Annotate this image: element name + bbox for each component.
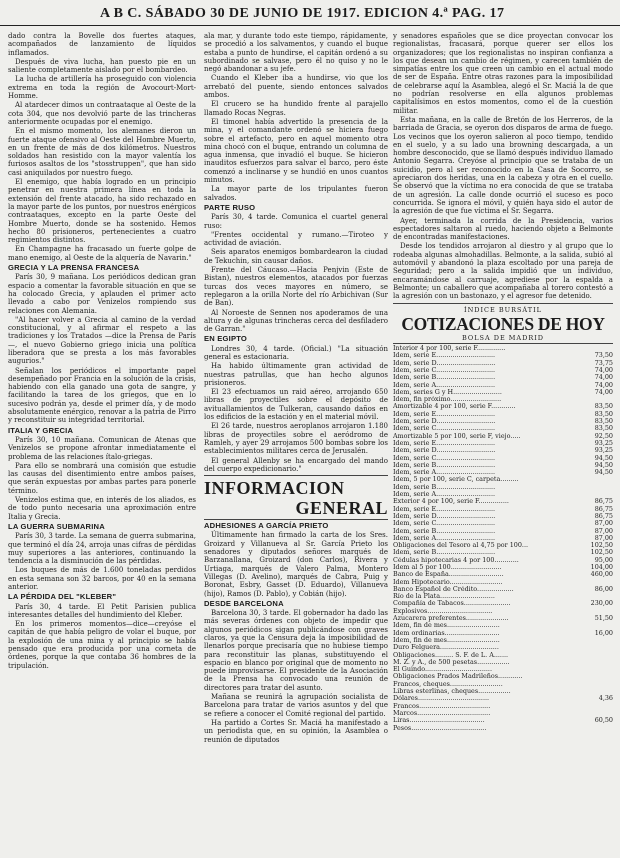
quote-name: Dólares................................... [393,695,490,703]
paragraph: El enemigo, que había logrado en un principio penetrar en nuestra primera línea en toda la extensión del frente atacado, ha sido rechazado en la mayor parte de los puntos, por nuestros enérgicos contraataques, excepto en la parte Oeste del Hombre Muerto, donde se ha sostenido. Hemos hecho 80 prisioneros, pertenecientes a cuatro regimientos distintos. [8,178,196,245]
quote-name: Exterior 4 por 100, serie F............... [393,498,509,506]
quote-value: 102,50 [590,548,613,557]
quote-name: Compañía de Tabacos....................... [393,600,511,608]
paragraph: Esta mañana, en la calle de Bretón de los Herreros, de la barriada de Gracia, se oyeron dos disparos de arma de fuego. Los vecinos que los oyeron salieron al poco tiempo, tendido en el suelo, y a su lado una browning descargada, a un hombre desconocido, que se llamó después individuo llamado Antonio Segarra. Creyóse al principio que se trataba de un suicidio, pero al ser reconocido en la Casa de Socorro, se apreciaron dos heridas, una en la cabeza y otra en el cuello. Se observó que la víctima no era conocida de que se trataba de un agresión. La calle donde ocurrió el suceso es poco concurrida. Se ignora el móvil, y quién haya sido el autor de la agresión de que fue víctima el Sr. Segarra. [393,115,613,216]
quote-name: Idem, serie C............................. [393,454,496,462]
section-banner-informacion: INFORMACION [204,478,345,499]
quote-value: 104,00 [590,563,613,571]
paragraph: Los buques de más de 1.600 toneladas perdidos en esta semana son 32 barcos, por 40 en la semana anterior. [8,566,196,591]
paragraph: París 30, 10 mañana. Comunican de Atenas que Venizelos se propone afrontar inmediatamente el problema de las relaciones ítalo-griegas. [8,435,196,461]
quote-row [393,520,613,527]
quote-row [393,506,613,513]
quote-value: 86,75 [594,497,613,506]
quote-value [583,703,613,710]
quote-row [393,688,613,695]
paragraph: La lucha de artillería ha proseguido con violencia extrema en toda la región de Avocourt-Mort-Homme. [8,75,196,101]
quote-row [393,418,613,425]
quote-row [393,513,613,520]
quote-value: 86,00 [594,584,613,593]
quote-name: Idem, fin de mes.......................... [393,622,500,630]
paragraph: Desde los tendidos arrojaron al diestro y al grupo que lo rodeaba algunas almohadillas. Belmonte, a la salida, subió al automóvil y abandonó la plaza escoltado por una pareja de Seguridad; pero a la salida impidió que un individuo, encaramándose al carruaje, agrediese por la espalda a Belmonte; un caballero que acompañaba al torero contestó a la agresión con un bastonazo, y el agresor fue detenido. [393,242,613,301]
quote-value: 86,75 [594,511,613,520]
quote-row [393,367,613,374]
paragraph: El crucero se ha hundido frente al parajello llamado Rocas Negras. [204,100,388,117]
quote-row [393,681,613,688]
quote-value: 87,00 [594,533,613,542]
paragraph: Ha habido últimamente gran actividad de nuestras patrullas, que han hecho algunos prisioneros. [204,362,388,387]
header-title: A B C. SÁBADO 30 DE JUNIO DE 1917. EDICION 4.ª PAG. 17 [100,6,505,21]
page-header [0,2,620,26]
quote-value: 83,50 [594,402,613,411]
quote-name: Amortizable 5 por 100, serie F, viejo..... [393,432,521,440]
quote-row [393,403,613,410]
quote-name: Banco Español de Crédito.................. [393,585,514,593]
quote-row [393,666,613,673]
quote-value: 94,50 [594,460,613,469]
quote-value [583,666,613,673]
quote-value: 83,50 [594,424,613,433]
quote-row [393,622,613,629]
quote-name: Idem, fin próximo......................... [393,396,502,404]
section-heading: GRECIA Y LA PRENSA FRANCESA [8,263,140,273]
quote-row [393,579,613,586]
quote-value: 73,75 [594,358,613,367]
quote-value: 92,50 [594,431,613,440]
paragraph: Londres 30, 4 tarde. (Oficial.) "La situación general es estacionaria. [204,344,388,361]
quote-value: 74,00 [594,387,613,396]
quote-row [393,491,613,498]
quote-row [393,586,613,593]
quote-row [393,484,613,491]
quote-name: Idem, serie D............................. [393,359,496,367]
quote-name: Idem, serie B............................. [393,374,496,382]
quote-row [393,389,613,396]
paragraph: Barcelona 30, 3 tarde. El gobernador ha dado las más severas órdenes con objeto de impedir que algunos periódicos sigan publicándose con graves claros, ya que la Censura deja la imposibilidad de llenarlos porque precisaría que no hubiese tiempo para reconstituir las planas, substituyendo el espacio en blanco por original que de momento no puede improvisarse. El presidente de la Asociación de la Prensa ha convocado una reunión de directores para tratar del asunto. [204,609,388,692]
quote-name: Idem, serie D............................. [393,447,496,455]
quotes-title: COTIZACIONES DE HOY [401,313,605,334]
quote-value: 94,50 [594,468,613,477]
quote-row [393,382,613,389]
quote-row [393,703,613,710]
paragraph: Cuando el Kleber iba a hundirse, vio que los arrebató del puente, siendo entonces salvados ambos. [204,74,388,100]
quote-name: Idem, serie D............................. [393,418,496,426]
paragraph: dado contra la Bovelle dos fuertes ataques, acompañados de lanzamiento de líquidos inflamados. [8,32,196,57]
quote-row [393,659,613,666]
quote-row [393,469,613,476]
quote-row [393,542,613,549]
section-heading: ADHESIONES A GARCÍA PRIETO [204,521,329,531]
quote-row [393,717,613,724]
quote-name: Idem, serie B............................. [393,527,496,535]
quote-row [393,360,613,367]
paragraph: El general Allenby se ha encargado del mando del cuerpo expedicionario." [204,456,388,473]
section-heading: LA GUERRA SUBMARINA [8,521,105,531]
quote-value: 83,50 [594,417,613,426]
quote-row [393,352,613,359]
quote-name: Idem, serie A............................. [393,534,496,542]
section-heading: DESDE BARCELONA [204,598,284,608]
quote-row [393,447,613,454]
quote-name: Idem, serie A............................. [393,381,496,389]
quote-name: Idem, serie C............................. [393,366,496,374]
paragraph: Señalan los periódicos el importante papel desempeñado por Francia en la solución de la crisis, habiendo con ella ganado una gota de sangre, y facilitando la tarea de los griegos, que en lo sucesivo podrán ya, desde el primer día, y de modo absolutamente enérgico, renovar a la patria de Pirro y reconstituir su integridad territorial. [8,366,196,425]
quote-name: Liras..................................... [393,717,485,725]
quote-name: Obligaciones......... S. F. de L. A....... [393,651,509,659]
quote-value: 94,50 [594,453,613,462]
quote-value: 87,00 [594,526,613,535]
quote-row [393,600,613,607]
quote-value: 4,36 [598,694,613,703]
quote-value: 102,50 [590,541,613,550]
paragraph: El 23 efectuamos un raid aéreo, arrojando 650 libras de proyectiles sobre el depósito de avituallamientos de Tulkeran, causando daños en los edificios de la estación y en el material móvil. [204,388,388,422]
quote-row [393,695,613,702]
paragraph: y senadores españoles que se dice proyectan convocar los regionalistas, fracasará, porque querer ser ellos los organizadores; que los regionalistas no inspiran confianza a los que desean un cambio de régimen, y carecen también de simpatías entre los que creen un cambio en el actual modo de ser de España. Entre otras razones para la imposibilidad de celebrarse aquí la Asamblea, alegó el Sr. Maciá la de que no podrían resolverse en ella algunos problemas capitalísimos en estos momentos, como el de la cuestión militar. [393,32,613,115]
quote-value [583,681,613,688]
quote-row [393,673,613,680]
quote-value [583,652,613,659]
quote-row [393,710,613,717]
quote-name: Idem al 5 por 100......................... [393,564,502,571]
quote-name: Idem, serie E............................. [393,439,496,447]
quote-row [393,557,613,564]
paragraph: Al atardecer dimos un contraataque al Oeste de la cota 304, que nos devolvió parte de las trincheras anteriormente ocupadas por el enemigo. [8,101,196,126]
quote-value: 74,00 [594,365,613,374]
quote-name: Banco de España........................... [393,571,504,579]
paragraph: Seis aparatos enemigos bombardearon la ciudad de Tekuchin, sin causar daños. [204,248,388,265]
paragraph: Después de viva lucha, han puesto pie en un saliente completamente aislado por el bombardeo. [8,57,196,75]
quote-row [393,411,613,418]
quote-name: Idem, serie B............................. [393,549,496,557]
section-heading: LA PÉRDIDA DEL "KLEBER" [8,592,117,602]
quote-name: Duro Felguera............................. [393,644,499,652]
quote-row [393,564,613,571]
quote-name: El Guindo................................. [393,666,492,674]
quote-name: Idem, serie B............................. [393,461,496,469]
paragraph: París 30, 3 tarde. La semana de guerra submarina, que terminó el día 24, arroja unas cifras de pérdidas muy superiores a las anteriores, continuando la tendencia a la disminución de las pérdidas. [8,532,196,566]
quote-name: Libras esterlinas, cheques................ [393,688,511,696]
quote-row [393,571,613,578]
quote-name: Idem ordinarias........................... [393,629,500,637]
quote-row [393,608,613,615]
quote-name: Obligaciones del Tesoro al 4,75 por 100... [393,542,529,550]
paragraph: París 30, 4 tarde. Comunica el cuartel general ruso: [204,213,388,230]
quote-name: Idem, serie E............................. [393,505,496,513]
quote-name: Idem, serie C............................. [393,425,496,433]
quote-row [393,644,613,651]
quote-row [393,440,613,447]
section-heading: PARTE RUSO [204,202,256,212]
quote-value: 83,50 [594,409,613,418]
quote-row [393,630,613,637]
quote-value [583,673,613,680]
paragraph: Venizelos estima que, en interés de los aliados, es de todo punto necesaria una aproximación entre Italia y Grecia. [8,496,196,521]
quote-name: Amortizable 4 por 100, serie F............ [393,403,516,411]
quote-value [583,484,613,491]
paragraph: Mañana se reunirá la agrupación socialista de Barcelona para tratar de varios asuntos y del que se refiere a conocer el Comité regional del partido. [204,693,388,718]
quote-name: Obligaciones Prados Madrileños............ [393,673,523,681]
quote-name: Marcos.................................... [393,709,491,717]
quote-name: Idem, serie A............................. [393,469,496,477]
quote-value: 93,25 [594,446,613,455]
quote-name: Pesos..................................... [393,724,487,732]
quote-value: 460,00 [590,570,613,579]
paragraph: "Frentes occidental y rumano.—Tiroteo y actividad de aviación. [204,230,388,248]
index-label: ÍNDICE BURSÁTIL [464,305,542,314]
quote-value: 86,75 [594,504,613,513]
quote-name: Idem, serie A............................. [393,491,496,499]
column-2 [204,32,388,745]
quote-value: 74,00 [594,373,613,382]
quote-row [393,725,613,732]
section-heading: ITALIA Y GRECIA [8,425,74,435]
quote-row [393,455,613,462]
quote-row [393,593,613,600]
quote-row [393,345,613,352]
section-heading: EN EGIPTO [204,334,248,344]
quote-row [393,425,613,432]
quotes-table [393,345,613,732]
quote-name: Azucarera preferentes..................... [393,615,509,623]
quote-row [393,476,613,483]
paragraph: París 30, 9 mañana. Los periódicos dedican gran espacio a comentar la favorable situación en que se ha colocado Grecia, y aplauden el primer acto llevado a cabo por Venizelos rompiendo sus relaciones con Alemania. [8,273,196,315]
paragraph: Para ello se nombrará una comisión que estudie las causas del disentimiento entre ambos países, que serán expuestas por ambas partes para ponerle término. [8,461,196,495]
quote-row [393,462,613,469]
quote-name: Idem, serie E............................. [393,352,496,360]
quote-row [393,498,613,505]
quote-value [583,476,613,483]
exchange-label: BOLSA DE MADRID [393,334,613,344]
quote-row [393,374,613,381]
paragraph: El 26 tarde, nuestros aeroplanos arrojaron 1.180 libras de proyectiles sobre el aeródromo de Ramleh, y ayer 29 arrojamos 500 bombas sobre los establecimientos militares cerca de Jerusalén. [204,422,388,456]
quote-row [393,433,613,440]
quote-name: M. Z. y A., de 500 pesetas................ [393,658,510,666]
paragraph: Últimamente han firmado la carta de los Sres. Groizard y Villanueva al Sr. García Prieto los senadores y diputados señores marqués de Barzanallana, Groizard (don Carlos), Rivera y Urtiaga, marqués de Valero Palma, Montero Villegas (D. Avelino), marqués de Cabra, Puig y Boronat, Esbry, Gasset (D. Eduardo), Villanueva (hijo), Ramos (D. Pablo), y Cobián (hijo). [204,531,388,598]
column-3 [393,32,613,732]
paragraph: "Al hacer volver a Grecia al camino de la verdad constitucional, y al afirmar el respeto a las tradiciones y los Tratados —dice la Prensa de París—, el nuevo Gobierno griego inicia una política liberadora que se presta a los más favorables augurios." [8,315,196,366]
quote-value: 230,00 [590,599,613,608]
quote-name: Idem, serie B............................. [393,483,496,491]
quote-row [393,549,613,556]
paragraph: La mayor parte de los tripulantes fueron salvados. [204,185,388,202]
quote-row [393,535,613,542]
quote-row [393,615,613,622]
quote-value [583,659,613,666]
quote-value: 60,50 [594,716,613,725]
quote-value: 93,25 [594,438,613,447]
quote-name: Idem, series G y H........................ [393,388,502,396]
divider [204,519,388,520]
column-1 [8,32,196,671]
quote-name: Francos................................... [393,702,491,710]
paragraph: En Champagne ha fracasado un fuerte golpe de mano enemigo, al Oeste de la alquería de Navarin." [8,245,196,262]
paragraph: En el mismo momento, los alemanes dieron un fuerte ataque ofensivo al Oeste del Hombre Muerto, en un frente de más de dos kilómetros. Nuestros soldados han resistido con la mayor valentía los furiosos asaltos de los "stosstruppen", que han sido casi aniquilados por nuestro fuego. [8,127,196,177]
quote-row [393,396,613,403]
quote-name: Idem, fin de mes.......................... [393,636,500,644]
quote-value: 87,00 [594,519,613,528]
quote-value: 95,00 [594,555,613,564]
quote-name: Explosivos................................ [393,607,493,615]
section-banner-general: GENERAL [295,498,388,519]
paragraph: En los primeros momentos—dice—creyóse el capitán de que había peligro de volar el buque, por la explosión de una mina y al principio se había pensado que era producida por una corneta de órdenes, porque la que contaba 36 hombres de la tripulación. [8,620,196,670]
quote-name: Río de la Plata........................... [393,593,495,601]
quote-value: 74,00 [594,380,613,389]
paragraph: ala mar, y durante todo este tiempo, rápidamente, se procedió a los salvamentos, y cuando el buque estaba a punto de hundirse, el capitán ordenó a su subordinado se salvase, pero él no quiso y no le negó abandonar a su jefe. [204,32,388,74]
quote-row [393,528,613,535]
quote-row [393,652,613,659]
quote-name: Idem, serie C............................. [393,520,496,528]
quote-value: 73,50 [594,351,613,360]
quote-name: Cédulas hipotecarias 4 por 100............ [393,556,519,564]
divider [393,303,613,304]
quote-value [583,644,613,651]
paragraph: Ayer, terminada la corrida de la Presidencia, varios espectadores saltaron al ruedo, haciendo objeto a Belmonte de encontradas manifestaciones. [393,216,613,242]
paragraph: Ha partido a Cortes Sr. Maciá ha manifestado a un periodista que, en su opinión, la Asamblea o reunión de diputados [204,718,388,744]
quote-value: 51,50 [594,614,613,623]
quote-name: Idem, serie E............................. [393,410,496,418]
quote-name: Idem Hipotecario.......................... [393,578,503,586]
quote-name: Idem, 5 por 100, serie C, carpeta......... [393,476,519,484]
quote-name: Idem, serie D............................. [393,512,496,520]
quote-name: Interior 4 por 100, serie F.............. [393,345,506,353]
paragraph: Al Noroeste de Sennen nos apoderamos de una altura y de algunas trincheras cerca del desfiladero de Garran." [204,308,388,334]
quote-row [393,637,613,644]
quote-value [583,637,613,644]
quote-name: Francos, cheques.......................... [393,680,503,688]
quote-value: 16,00 [594,628,613,637]
quote-value [583,725,613,732]
paragraph: El timonel había advertido la presencia de la mina, y el comandante ordenó se hiciera fuego sobre el artefacto, pero en aquel momento otra mina chocó con el buque, entrando un columna de agua inmensa, que invadió el buque. Se hicieron inauditos esfuerzos para salvar el barco, pero éste comenzó a inclinarse y se hundió en unos cuantos minutos. [204,117,388,185]
paragraph: París 30, 4 tarde. El Petit Parisien publica interesantes detalles del hundimiento del Kleber. [8,602,196,619]
divider [204,475,388,476]
paragraph: Frente del Cáucaso.—Hacia Penjvin (Este de Bistan), nuestros elementos, atacados por fuerzas turcas dos veces mayores en número, se replegaron a la orilla Norte del río Arbichivan (Sur de Ban). [204,266,388,308]
